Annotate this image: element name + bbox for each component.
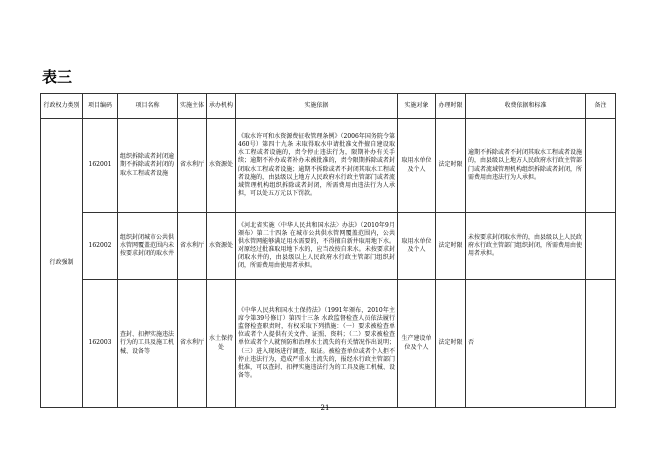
note-cell (586, 119, 616, 213)
note-cell (586, 280, 616, 408)
object-cell: 取用水单位及个人 (398, 213, 436, 280)
time-limit-cell: 法定时限 (436, 119, 466, 213)
basis-cell: 《取水许可和水资源费征收管理条例》（2006年国务院令第460号）第四十九条 未取得取水申请批准文件擅自建设取水工程或者设施的，责令停止违法行为，限期补办有关手续；逾期不补办或者补办未被批准的，责令限期拆除或者封闭取水工程或者设施；逾期不拆除或者不封闭其取水工程或者设施的，由县级以上地方人民政府水行政主管部门或者流域管理机构组织拆除或者封闭，所需费用由违法行为人承担，可以处五万元以下罚款。 (236, 119, 398, 213)
col-header-note: 备注 (586, 94, 616, 119)
code-cell: 162001 (83, 119, 118, 213)
header-row (41, 94, 616, 119)
code-cell: 162003 (83, 280, 118, 408)
col-header-basis: 实施依据 (236, 94, 398, 119)
col-header-fee: 收费依据和标准 (466, 94, 586, 119)
subject-cell: 省水利厅 (178, 280, 207, 408)
col-header-code: 项目编码 (83, 94, 118, 119)
time-limit-cell: 法定时限 (436, 280, 466, 408)
name-cell: 查封、扣押实施违法行为的工具及施工机械、设备等 (118, 280, 178, 408)
time-limit-cell: 法定时限 (436, 213, 466, 280)
category-cell: 行政强制 (41, 119, 83, 408)
page-title: 表三 (42, 68, 73, 86)
table-row (41, 213, 616, 280)
col-header-time-limit: 办理时限 (436, 94, 466, 119)
page-number: 21 (320, 404, 330, 412)
subject-cell: 省水利厅 (178, 119, 207, 213)
table-row (41, 280, 616, 408)
note-cell (586, 213, 616, 280)
fee-cell: 否 (466, 280, 586, 408)
agency-cell: 水资源处 (207, 213, 236, 280)
name-cell: 组织封闭城市公共供水管网覆盖范围内未按要求封闭的取水井 (118, 213, 178, 280)
power-table (40, 93, 616, 408)
agency-cell: 水资源处 (207, 119, 236, 213)
col-header-subject: 实施主体 (178, 94, 207, 119)
col-header-name: 项目名称 (118, 94, 178, 119)
fee-cell: 逾期不拆除或者不封闭其取水工程或者设施的，由县级以上地方人民政府水行政主管部门或者流域管理机构组织拆除或者封闭，所需费用由违法行为人承担。 (466, 119, 586, 213)
col-header-category: 行政权力类别 (41, 94, 83, 119)
col-header-object: 实施对象 (398, 94, 436, 119)
table-row (41, 119, 616, 213)
basis-cell: 《中华人民共和国水土保持法》（1991年颁布，2010年主席令第39号修订）第四十三条 水政监督检查人员依法履行监督检查职责时，有权采取下列措施：（一）要求被检查单位或者个人提供有关文件、证照、资料；（二）要求被检查单位或者个人就预防和治理水土流失的有关情况作出说明；（三）进入现场进行调查、取证。被检查单位或者个人拒不停止违法行为，造成严重水土流失的，报经水行政主管部门批准，可以查封、扣押实施违法行为的工具及施工机械、设备等。 (236, 280, 398, 408)
object-cell: 生产建设单位及个人 (398, 280, 436, 408)
name-cell: 组织拆除或者封闭逾期不拆除或者封闭的取水工程或者设施 (118, 119, 178, 213)
subject-cell: 省水利厅 (178, 213, 207, 280)
agency-cell: 水土保持处 (207, 280, 236, 408)
col-header-agency: 承办机构 (207, 94, 236, 119)
fee-cell: 未按要求封闭取水井的，由县级以上人民政府水行政主管部门组织封闭，所需费用由使用者承担。 (466, 213, 586, 280)
object-cell: 取用水单位及个人 (398, 119, 436, 213)
code-cell: 162002 (83, 213, 118, 280)
basis-cell: 《河北省实施〈中华人民共和国水法〉办法》（2010年9月颁布）第二十四条 在城市公共供水管网覆盖范围内，公共供水管网能够满足用水需要的，不得擅自新井取用地下水。对原经过批准取用地下水的，应当改按自来水。未按要求封闭取水井的，由县级以上人民政府水行政主管部门组织封闭，所需费用由使用者承担。 (236, 213, 398, 280)
